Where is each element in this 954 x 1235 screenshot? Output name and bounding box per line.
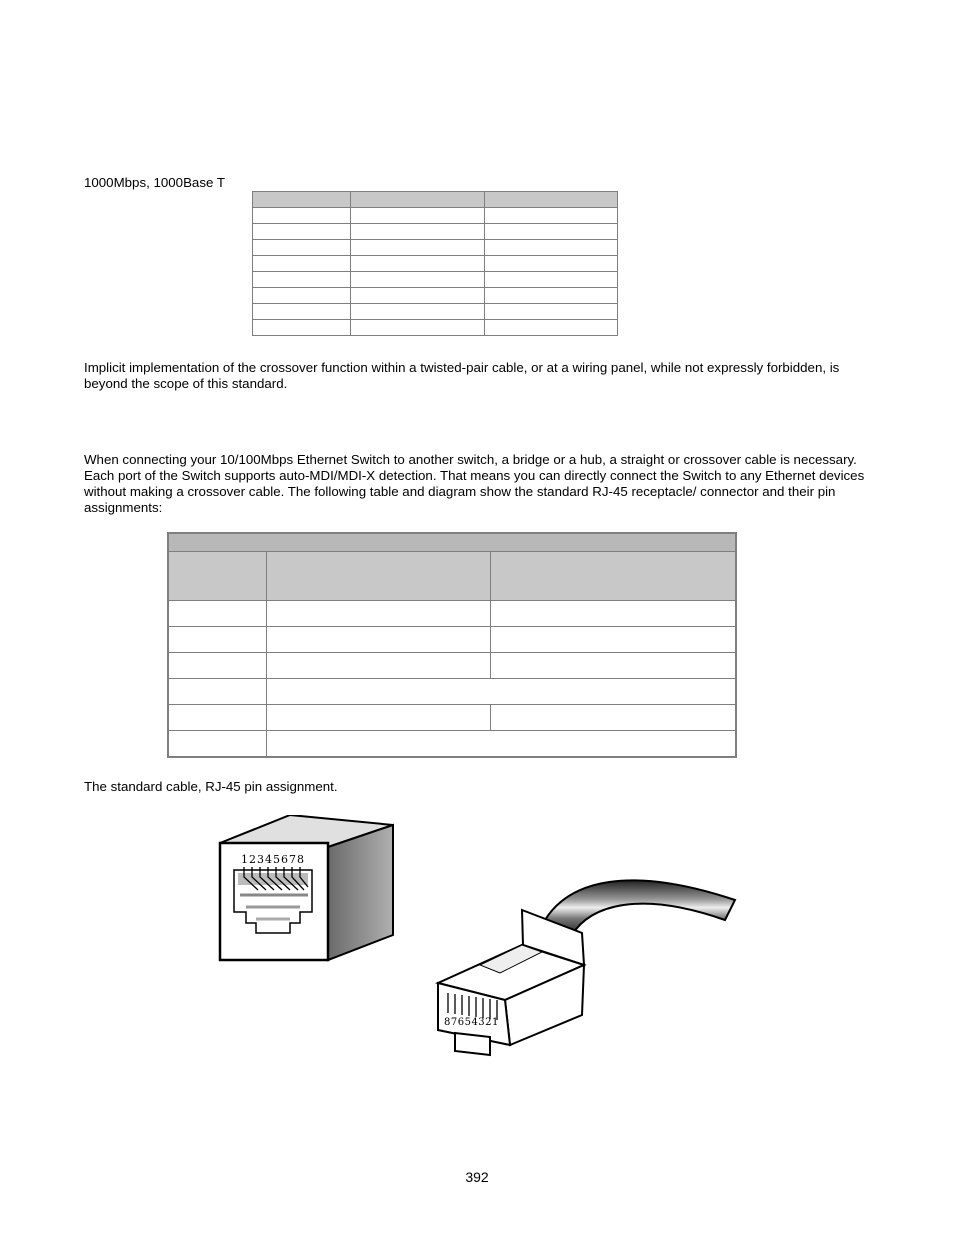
plug-pin-numbers: 87654321 <box>444 1017 499 1028</box>
receptacle-pin-numbers: 12345678 <box>241 853 305 866</box>
rj45-diagram <box>200 815 760 1070</box>
crossover-note: Implicit implementation of the crossover function within a twisted-pair cable, or at a wiring panel, while not expressly forbidden, is beyond the scope of this standard. <box>84 360 840 391</box>
connect-paragraph: When connecting your 10/100Mbps Ethernet Switch to another switch, a bridge or a hub, a straight or crossover cable is necessary. Each port of the Switch supports auto-MDI/MDI-X detection. That means you can directly connect the Switch to any Ethernet devices without making a crossover cable. The following table and diagram show the standard RJ-45 receptacle/ connector and their pin assignments: <box>84 452 865 515</box>
section-label: 1000Mbps, 1000Base T <box>84 175 225 190</box>
rj45-plug <box>438 880 735 1055</box>
pin-table-1000base-t <box>252 191 618 336</box>
figure-caption: The standard cable, RJ-45 pin assignment. <box>84 779 338 794</box>
pin-assignment-table <box>167 532 737 758</box>
rj45-receptacle <box>220 815 393 960</box>
page-number: 392 <box>465 1169 489 1185</box>
